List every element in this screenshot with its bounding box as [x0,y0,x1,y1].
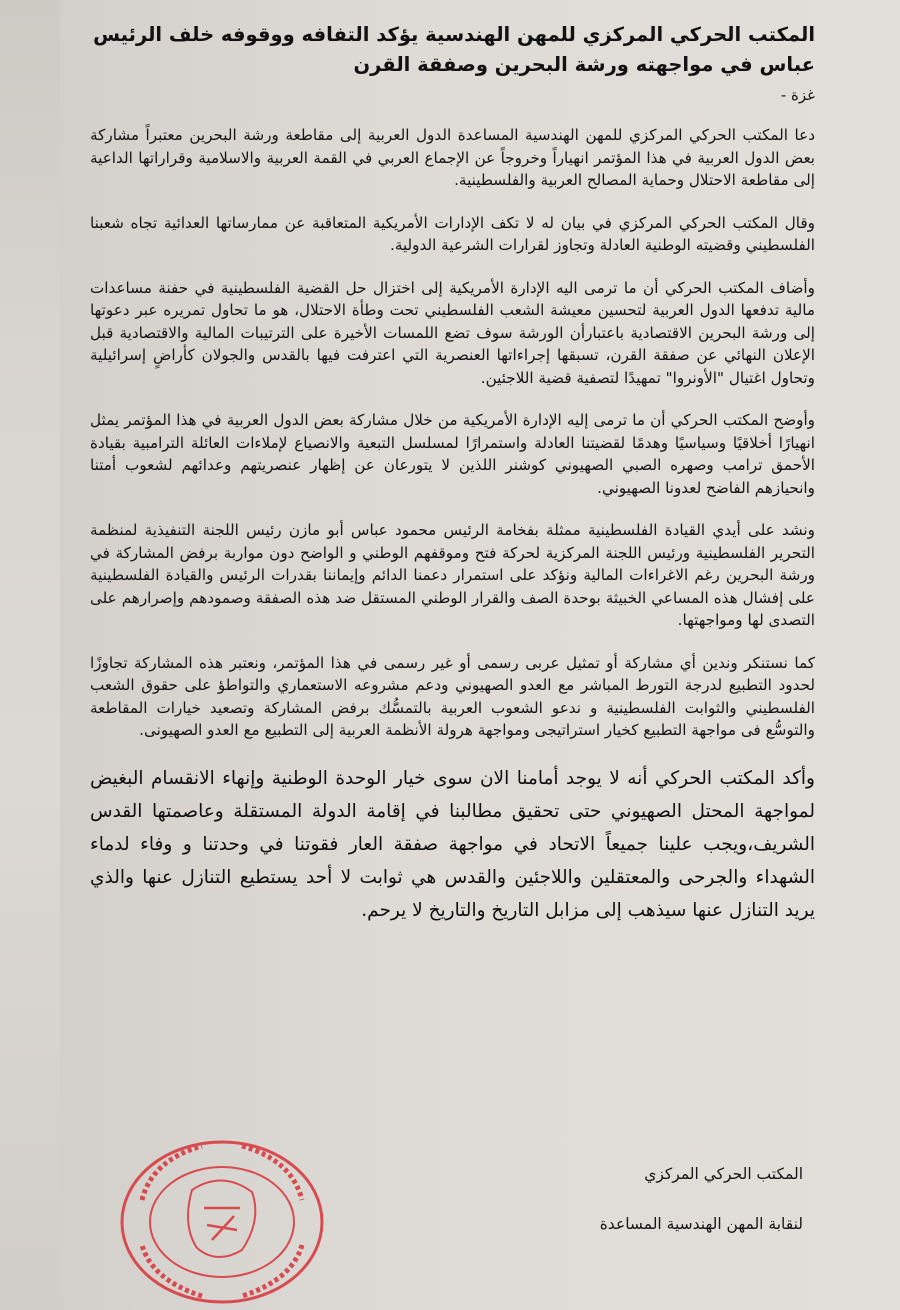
signature-block [600,1165,803,1265]
signature-line-2: لنقابة المهن الهندسية المساعدة [599,1215,803,1233]
closing-paragraph: وأكد المكتب الحركي أنه لا يوجد أمامنا الان سوى خيار الوحدة الوطنية وإنهاء الانقسام البغيض لمواجهة المحتل الصهيوني حتى تحقيق مطالبنا في إقامة الدولة المستقلة وعاصمتها القدس الشريف،ويجب علينا جميعاً الاتحاد في مواجهة صفقة العار فقوتنا في وحدتنا و وفاء لدماء الشهداء والجرحى والمعتقلين واللاجئين والقدس هي ثوابت لا أحد يستطيع التنازل عنها والذي يريد التنازل عنها سيذهب إلى مزابل التاريخ والتاريخ لا يرحم. [90,767,815,921]
paragraph-4: وأوضح المكتب الحركي أن ما ترمى إليه الإدارة الأمريكية من خلال مشاركة بعض الدول العربية في هذا المؤتمر يمثل انهيارًا أخلاقيًا وسياسيًا وهدمًا لقضيتنا العادلة واستمرارًا لمسلسل التبعية والانصياع لإملاءات العائلة الترامبية بقيادة الأحمق ترامب وصهره الصبي الصهيوني كوشنر اللذين لا يتورعان عن إظهار عنصريتهم وعدائهم لشعوب أمتنا وانحيازهم الفاضح لعدونا الصهيوني. [90,411,815,497]
document-title [90,20,815,80]
official-stamp [112,1130,332,1310]
paragraph-6: كما نستنكر وندين أي مشاركة أو تمثيل عربى رسمى أو غير رسمى في هذا المؤتمر، ونعتبر هذه المشاركة تجاوزًا لحدود التطبيع لدرجة التورط المباشر مع العدو الصهيوني ودعم مشروعه الاستعماري والتواطؤ على حقوق الشعب الفلسطيني والثوابت الفلسطينية و ندعو الشعوب العربية بالتمسُّك برفض المشاركة وتصعيد خيارات المقاطعة والتوسُّع فى مواجهة التطبيع كخيار استراتيجى ومواجهة هرولة الأنظمة العربية إلى التطبيع مع العدو الصهيونى. [90,653,815,739]
paragraph-1: دعا المكتب الحركي المركزي للمهن الهندسية المساعدة الدول العربية إلى مقاطعة ورشة البحرين معتبراً مشاركة بعض الدول العربية في هذا المؤتمر انهياراً وخروجاً عن الإجماع العربي في القمة العربية والاسلامية وقراراتها الداعية إلى مقاطعة الاحتلال وحماية المصالح العربية والفلسطينية. [90,126,815,189]
title-line-1: المكتب الحركي المركزي للمهن الهندسية يؤكد التفافه ووقوفه خلف الرئيس [93,23,815,46]
title-line-2: عباس في مواجهته ورشة البحرين وصفقة القرن [353,53,815,76]
signature-line-1: المكتب الحركي المركزي [644,1165,803,1183]
dateline: غزة - [780,86,815,104]
document-body [90,20,815,947]
paragraph-2: وقال المكتب الحركي المركزي في بيان له لا تكف الإدارات الأمريكية المتعاقبة عن ممارساتها العدائية تجاه شعبنا الفلسطيني وقضيته الوطنية العادلة وتجاوز لقرارات الشرعية الدولية. [90,213,815,254]
paragraph-5: ونشد على أيدي القيادة الفلسطينية ممثلة بفخامة الرئيس محمود عباس أبو مازن رئيس اللجنة التنفيذية لمنظمة التحرير الفلسطينية ورئيس اللجنة المركزية لحركة فتح وموقفهم الوطني و الواضح دون مواربة برفض المشاركة في ورشة البحرين رغم الاغراءات المالية ونؤكد على استمرار دعمنا الدائم وإيماننا بقدرات الرئيس والقيادة الفلسطينية على إفشال هذه المساعي الخبيثة بوحدة الصف والقرار الوطني المستقل ضد هذه الصفقة وصمودهم وإصرارهم على التصدى لها ومواجهتها. [90,521,815,629]
paragraph-3: وأضاف المكتب الحركي أن ما ترمى اليه الإدارة الأمريكية إلى اختزال حل القضية الفلسطينية في حفنة مساعدات مالية تدفعها الدول العربية لتحسين معيشة الشعب الفلسطيني تحت وطأة الاحتلال، هو ما تحاول تمريره عبر دعوتها إلى ورشة البحرين الاقتصادية باعتبارأن الورشة سوف تضع اللمسات الأخيرة على الترتيبات المالية والاقتصادية قبل الإعلان النهائي عن صفقة القرن، تسبقها إجراءاتها العنصرية التي اعترفت فيها بالقدس والجولان كأراضٍ إسرائيلية وتحاول اغتيال "الأونروا" تمهيدًا لتصفية قضية اللاجئين. [90,278,815,387]
